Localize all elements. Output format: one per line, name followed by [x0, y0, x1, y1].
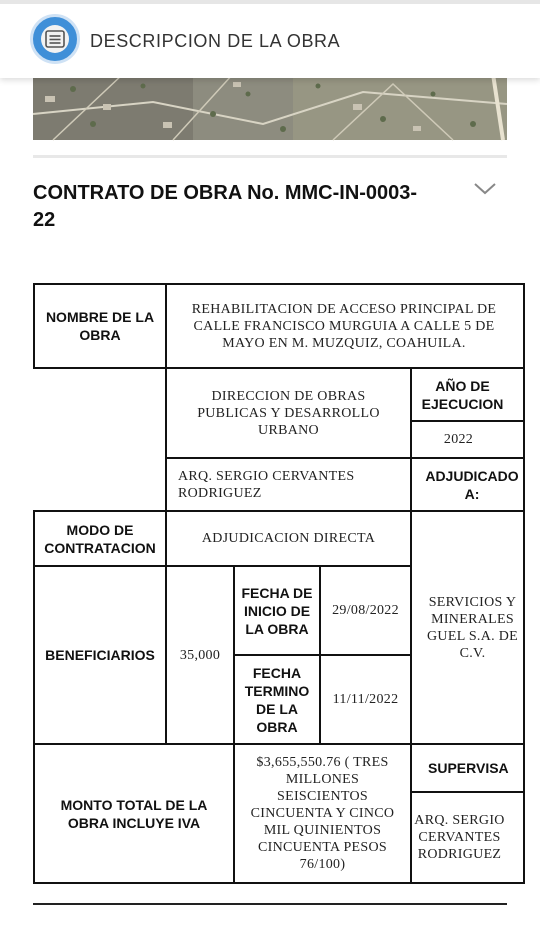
dependencia-value: DIRECCION DE OBRAS PUBLICAS Y DESARROLLO URBANO	[165, 367, 412, 459]
document-list-icon[interactable]	[30, 14, 80, 64]
modo-contratacion-label: MODO DE CONTRATACION	[33, 510, 167, 567]
adjudicado-value: SERVICIOS Y MINERALES GUEL S.A. DE C.V.	[410, 510, 525, 745]
beneficiarios-value: 35,000	[165, 565, 235, 745]
bottom-divider	[33, 903, 507, 905]
beneficiarios-label: BENEFICIARIOS	[33, 565, 167, 745]
fecha-inicio-value: 29/08/2022	[319, 565, 412, 656]
page-title: DESCRIPCION DE LA OBRA	[90, 31, 341, 51]
fecha-inicio-label: FECHA DE INICIO DE LA OBRA	[233, 565, 321, 656]
monto-total-label: MONTO TOTAL DE LA OBRA INCLUYE IVA	[33, 743, 235, 884]
anio-ejecucion-label: AÑO DE EJECUCION	[410, 367, 525, 422]
supervisa-label: SUPERVISA	[410, 743, 525, 793]
nombre-obra-label: NOMBRE DE LA OBRA	[33, 283, 167, 369]
adjudicado-label: ADJUDICADO A:	[410, 457, 525, 512]
anio-ejecucion-value: 2022	[410, 420, 525, 459]
fecha-termino-value: 11/11/2022	[319, 654, 412, 745]
modo-contratacion-value: ADJUDICACION DIRECTA	[165, 510, 412, 567]
supervisa-value: ARQ. SERGIO CERVANTES RODRIGUEZ	[410, 791, 525, 884]
contract-title[interactable]: CONTRATO DE OBRA No. MMC-IN-0003-22	[33, 182, 418, 231]
nombre-obra-value: REHABILITACION DE ACCESO PRINCIPAL DE CALLE FRANCISCO MURGUIA A CALLE 5 DE MAYO EN M. MUZQUIZ, COAHUILA.	[165, 283, 525, 369]
monto-total-value: $3,655,550.76 ( TRES MILLONES SEISCIENTOS CINCUENTA Y CINCO MIL QUINIENTOS CINCUENTA PESOS 76/100)	[233, 743, 412, 884]
responsable-value: ARQ. SERGIO CERVANTES RODRIGUEZ	[165, 457, 412, 512]
app-header	[0, 0, 540, 78]
fecha-termino-label: FECHA TERMINO DE LA OBRA	[233, 654, 321, 745]
